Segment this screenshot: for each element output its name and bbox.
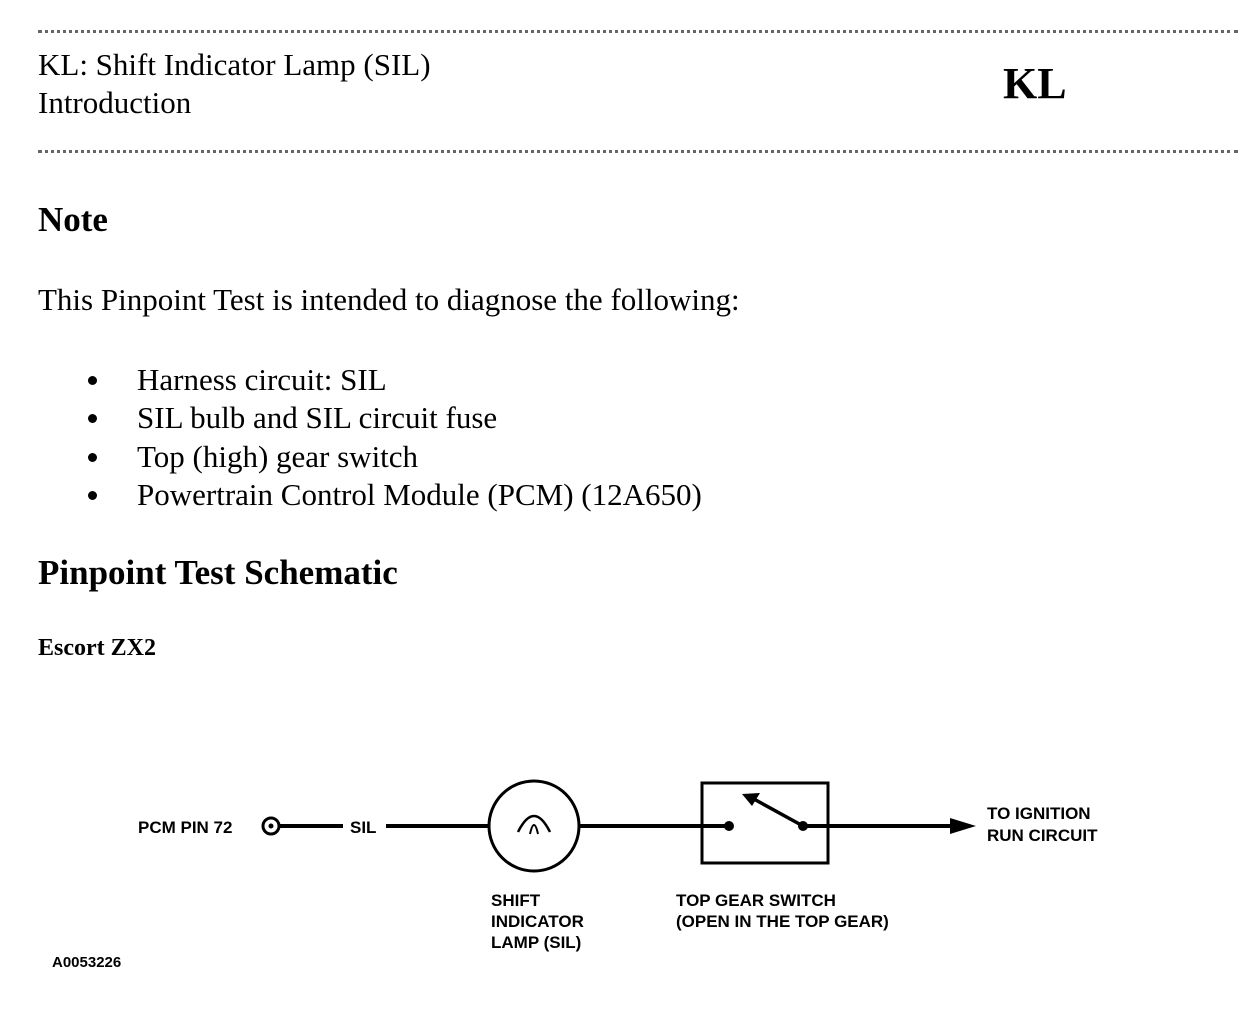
list-item-text: Top (high) gear switch [137,438,419,474]
page-title: KL: Shift Indicator Lamp (SIL) [38,47,431,82]
wiring-schematic [0,760,1248,990]
diagnosis-list [0,361,702,514]
lamp-label-line2: INDICATOR [491,912,584,931]
note-intro-text: This Pinpoint Test is intended to diagnose the following: [38,282,740,317]
arrow-right-icon [950,818,976,834]
lamp-filament-inner-icon [530,825,538,834]
sil-wire-label: SIL [350,818,377,837]
pcm-pin-dot-icon [269,824,274,829]
lamp-label-line3: LAMP (SIL) [491,933,582,952]
list-item [0,476,702,514]
vehicle-label: Escort ZX2 [38,635,156,661]
page-subtitle: Introduction [38,85,192,120]
switch-label-line2: (OPEN IN THE TOP GEAR) [676,912,889,931]
list-item [0,361,702,399]
lamp-label-line1: SHIFT [491,891,541,910]
list-item [0,399,702,437]
bullet-icon [88,453,97,462]
section-code: KL [1003,59,1067,108]
list-item [0,438,702,476]
switch-arm-icon [752,798,803,826]
list-item-text: SIL bulb and SIL circuit fuse [137,400,498,436]
switch-contact-icon [724,821,734,831]
list-item-text: Harness circuit: SIL [137,362,387,397]
ignition-label-line1: TO IGNITION [987,804,1091,823]
bullet-icon [88,414,97,423]
list-item-text: Powertrain Control Module (PCM) (12A650) [137,476,702,512]
header-top-rule [38,30,1238,33]
switch-enclosure [702,783,828,863]
schematic-heading: Pinpoint Test Schematic [38,553,398,592]
note-heading: Note [38,200,108,239]
header-bottom-rule [38,150,1238,153]
pcm-pin-label: PCM PIN 72 [138,818,233,837]
figure-id: A0053226 [52,954,122,971]
switch-label-line1: TOP GEAR SWITCH [676,891,836,910]
ignition-label-line2: RUN CIRCUIT [987,826,1098,845]
bullet-icon [88,491,97,500]
bullet-icon [88,376,97,385]
